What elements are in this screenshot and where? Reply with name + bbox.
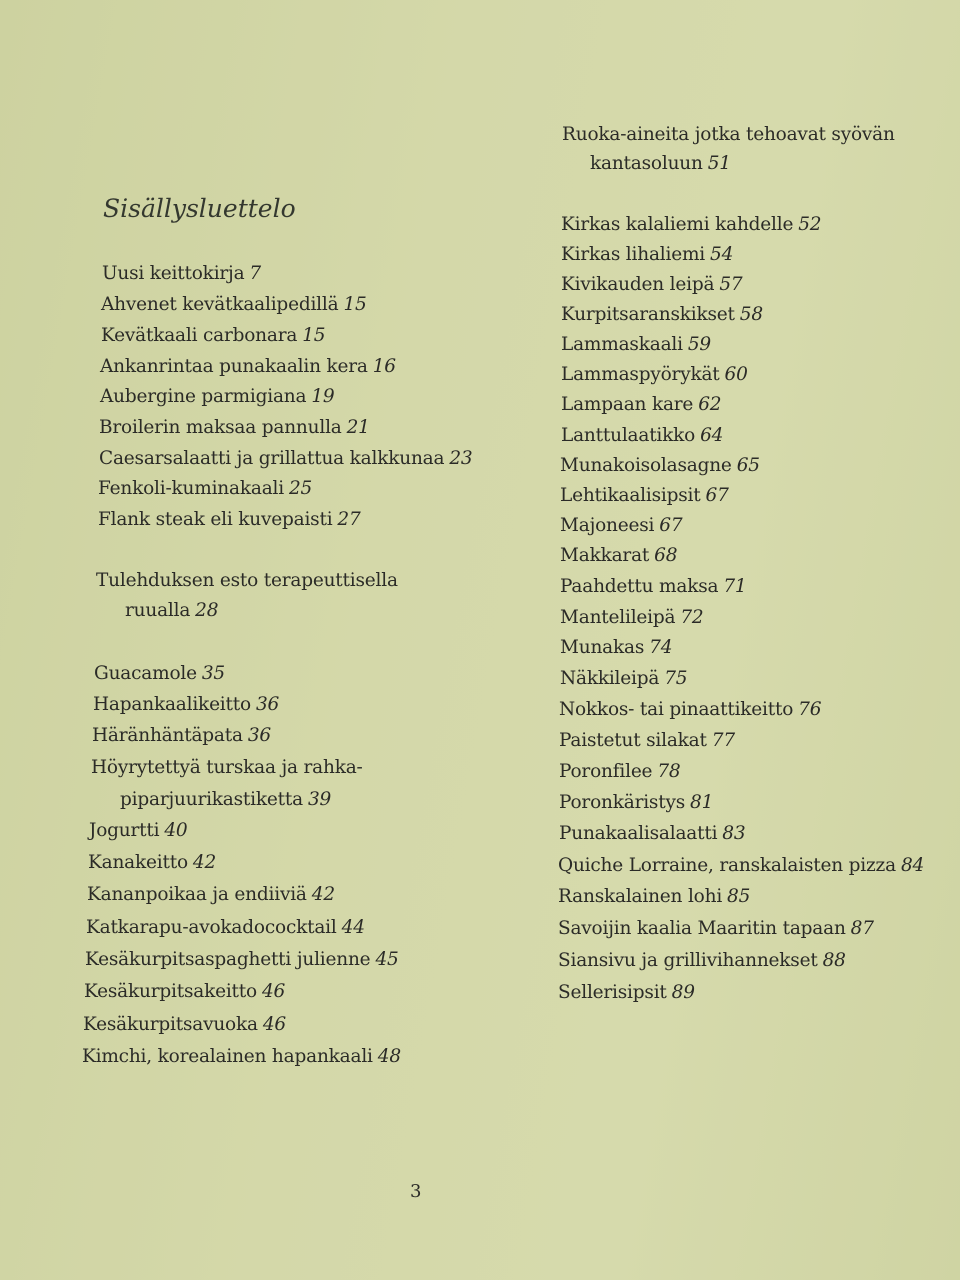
toc-entry [561, 334, 711, 355]
toc-entry [558, 918, 874, 939]
toc-entry-title: Sellerisipsit [558, 982, 667, 1003]
toc-entry-title: Poronkäristys [559, 792, 686, 813]
toc-entry-title: Näkkileipä [560, 668, 660, 689]
toc-entry-title: Munakoisolasagne [560, 455, 732, 476]
toc-entry-page: 72 [680, 607, 704, 628]
toc-entry [120, 789, 331, 810]
toc-entry-title: kantasoluun [590, 153, 703, 174]
toc-entry-title: Kimchi, korealainen hapankaali [82, 1046, 373, 1067]
toc-entry-page: 27 [337, 509, 361, 530]
toc-entry-page: 75 [664, 668, 688, 689]
toc-entry-title: Kananpoikaa ja endiiviä [87, 884, 307, 905]
toc-entry [558, 886, 750, 907]
toc-entry-title: Nokkos- tai pinaattikeitto [559, 699, 794, 720]
toc-entry [558, 982, 695, 1003]
toc-entry [83, 1014, 286, 1035]
toc-entry [98, 478, 312, 499]
toc-entry-title: Aubergine parmigiana [100, 386, 307, 407]
toc-entry-title: Lehtikaalisipsit [560, 485, 701, 506]
toc-entry-page: 68 [654, 545, 678, 566]
toc-entry-title: Häränhäntäpata [92, 725, 243, 746]
toc-entry [561, 304, 763, 325]
toc-entry [88, 852, 216, 873]
toc-entry-title: Paahdettu maksa [560, 576, 719, 597]
toc-entry-page: 40 [164, 820, 188, 841]
toc-entry-page: 62 [698, 394, 722, 415]
toc-entry-page: 60 [724, 364, 748, 385]
toc-entry-title: Kesäkurpitsaspaghetti julienne [85, 949, 371, 970]
toc-entry [101, 294, 367, 315]
toc-entry [559, 730, 735, 751]
toc-entry [559, 699, 821, 720]
toc-entry [87, 884, 335, 905]
toc-entry-title: Mantelileipä [560, 607, 676, 628]
toc-entry [560, 485, 729, 506]
toc-entry-page: 87 [850, 918, 874, 939]
toc-entry-page: 46 [261, 981, 286, 1002]
toc-entry-page: 16 [372, 356, 396, 377]
toc-entry [560, 455, 760, 476]
toc-entry-page: 71 [723, 576, 747, 597]
toc-entry-title: Makkarat [560, 545, 650, 566]
toc-entry-title: Punakaalisalaatti [559, 823, 718, 844]
toc-entry-page: 15 [343, 294, 367, 315]
toc-entry [558, 950, 846, 971]
toc-entry [91, 757, 363, 778]
toc-entry-title: ruualla [125, 600, 191, 621]
toc-entry [98, 509, 361, 530]
page-title: Sisällysluettelo [103, 194, 296, 223]
toc-entry-page: 65 [736, 455, 760, 476]
toc-entry-page: 81 [690, 792, 714, 813]
toc-entry-page: 83 [722, 823, 746, 844]
toc-entry-title: Ranskalainen lohi [558, 886, 723, 907]
toc-entry [560, 668, 687, 689]
toc-entry-title: Ruoka-aineita jotka tehoavat syövän [562, 124, 895, 145]
toc-entry-page: 51 [707, 153, 731, 174]
toc-entry-page: 76 [798, 699, 822, 720]
toc-entry-page: 77 [711, 730, 735, 751]
toc-entry [560, 607, 704, 628]
toc-entry [560, 545, 677, 566]
toc-entry [102, 263, 261, 284]
toc-entry-title: Lampaan kare [561, 394, 694, 415]
toc-entry [561, 244, 733, 265]
toc-entry-page: 42 [311, 884, 335, 905]
toc-entry-page: 48 [377, 1046, 401, 1067]
toc-entry-page: 28 [195, 600, 219, 621]
toc-entry [89, 820, 187, 841]
toc-entry-page: 64 [700, 425, 724, 446]
toc-entry-title: Kurpitsaranskikset [561, 304, 735, 325]
toc-entry-title: Kirkas lihaliemi [561, 244, 706, 265]
toc-entry [94, 663, 225, 684]
toc-entry-title: Paistetut silakat [559, 730, 707, 751]
toc-entry-title: Kevätkaali carbonara [101, 325, 298, 346]
toc-entry-title: Majoneesi [560, 515, 655, 536]
toc-entry-title: Uusi keittokirja [102, 263, 245, 284]
toc-entry-title: Broilerin maksaa pannulla [99, 417, 342, 438]
toc-entry-title: Hapankaalikeitto [93, 694, 251, 715]
toc-entry-page: 84 [900, 855, 925, 876]
toc-entry [125, 600, 218, 621]
toc-entry-page: 42 [192, 852, 217, 873]
toc-entry-title: Tulehduksen esto terapeuttisella [96, 570, 398, 591]
toc-entry-page: 35 [201, 663, 225, 684]
toc-entry-page: 7 [249, 263, 261, 284]
toc-entry-title: Katkarapu-avokadococktail [86, 917, 337, 938]
toc-entry [561, 364, 748, 385]
toc-entry-page: 74 [649, 637, 673, 658]
toc-entry-page: 58 [739, 304, 763, 325]
toc-entry-page: 23 [449, 448, 473, 469]
toc-entry [100, 386, 334, 407]
toc-entry [561, 274, 742, 295]
toc-entry [561, 394, 721, 415]
toc-entry-title: Ankanrintaa punakaalin kera [100, 356, 368, 377]
toc-entry [93, 694, 279, 715]
toc-entry [99, 448, 472, 469]
toc-entry-title: Siansivu ja grillivihannekset [558, 950, 818, 971]
toc-entry-page: 15 [302, 325, 326, 346]
toc-entry [82, 1046, 401, 1067]
toc-entry [559, 761, 680, 782]
toc-entry-page: 44 [341, 917, 365, 938]
toc-entry-page: 36 [247, 725, 271, 746]
toc-entry-title: Höyrytettyä turskaa ja rahka- [91, 757, 363, 778]
toc-entry-page: 36 [255, 694, 280, 715]
toc-entry-title: Kirkas kalaliemi kahdelle [561, 214, 794, 235]
toc-entry-page: 88 [822, 950, 846, 971]
toc-entry [560, 515, 682, 536]
toc-entry-page: 78 [657, 761, 681, 782]
toc-entry [99, 417, 370, 438]
toc-entry [561, 425, 723, 446]
toc-entry-page: 57 [719, 274, 743, 295]
toc-entry-title: Lammaskaali [561, 334, 683, 355]
toc-entry [101, 325, 325, 346]
toc-entry-title: Kanakeitto [88, 852, 188, 873]
toc-entry-page: 59 [687, 334, 711, 355]
toc-entry-page: 54 [710, 244, 734, 265]
toc-entry [96, 570, 398, 591]
toc-entry-page: 45 [375, 949, 399, 970]
toc-entry [85, 949, 399, 970]
toc-entry-page: 85 [727, 886, 751, 907]
toc-entry [590, 153, 731, 174]
toc-entry-title: Munakas [560, 637, 645, 658]
toc-entry [558, 855, 924, 876]
toc-entry-title: Lammaspyörykät [561, 364, 720, 385]
toc-entry-title: Kesäkurpitsakeitto [84, 981, 257, 1002]
toc-entry [86, 917, 365, 938]
toc-entry [92, 725, 271, 746]
toc-entry-title: Fenkoli-kuminakaali [98, 478, 284, 499]
toc-entry-title: Guacamole [94, 663, 197, 684]
toc-entry [562, 124, 895, 145]
toc-entry [100, 356, 396, 377]
toc-entry-page: 52 [798, 214, 822, 235]
toc-entry-title: Kivikauden leipä [561, 274, 715, 295]
toc-entry-title: Quiche Lorraine, ranskalaisten pizza [558, 855, 896, 876]
toc-entry-page: 67 [705, 485, 729, 506]
toc-entry-title: Jogurtti [89, 820, 160, 841]
toc-entry-title: Ahvenet kevätkaalipedillä [101, 294, 339, 315]
toc-entry-title: Poronfilee [559, 761, 653, 782]
toc-entry [559, 792, 713, 813]
toc-entry [560, 576, 747, 597]
toc-entry-title: Lanttulaatikko [561, 425, 696, 446]
toc-entry [84, 981, 285, 1002]
toc-entry-page: 46 [262, 1014, 286, 1035]
toc-entry-page: 25 [288, 478, 313, 499]
toc-entry-page: 67 [659, 515, 683, 536]
toc-entry-page: 89 [671, 982, 695, 1003]
toc-entry-title: piparjuurikastiketta [120, 789, 303, 810]
toc-entry-page: 19 [311, 386, 335, 407]
toc-entry [559, 823, 745, 844]
page-number: 3 [410, 1181, 422, 1202]
toc-entry-page: 39 [307, 789, 332, 810]
toc-entry-page: 21 [346, 417, 370, 438]
toc-entry [560, 637, 672, 658]
toc-entry-title: Flank steak eli kuvepaisti [98, 509, 333, 530]
toc-entry-title: Kesäkurpitsavuoka [83, 1014, 258, 1035]
toc-entry-title: Savoijin kaalia Maaritin tapaan [558, 918, 846, 939]
toc-entry [561, 214, 821, 235]
toc-entry-title: Caesarsalaatti ja grillattua kalkkunaa [99, 448, 445, 469]
